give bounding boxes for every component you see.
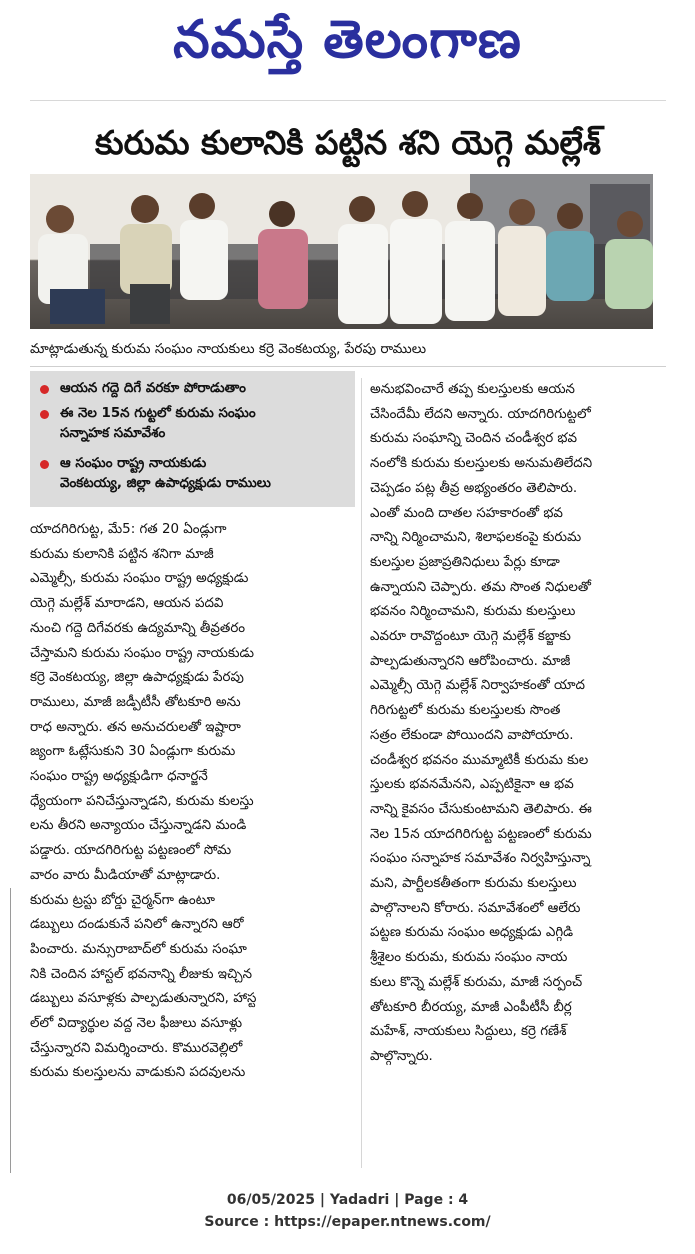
body-line: పాల్గొనాలని కోరారు. సమావేశంలో ఆలేరు — [370, 900, 581, 916]
article-body-right — [370, 378, 670, 1070]
body-line: పడ్డారు. యాదగిరిగుట్ట పట్టణంలో సోమ — [30, 843, 232, 859]
body-line: మని, పార్టీలకతీతంగా కురుమ కులస్తులు — [370, 876, 577, 892]
body-line: శ్రీశైలం కురుమ, కురుమ సంఘం నాయ — [370, 950, 568, 966]
highlight-line: ఆయన గద్దె దిగే వరకూ పోరాడుతాం — [60, 381, 246, 396]
highlight-line: సన్నాహక సమావేశం — [60, 426, 166, 441]
body-line: భవనం నిర్మించామని, కురుమ కులస్తులు — [370, 604, 576, 620]
highlight-line: ఈ నెల 15న గుట్టలో కురుమ సంఘం — [60, 406, 256, 421]
article-headline: కురుమ కులానికి పట్టిన శని యెగ్గె మల్లేశ్ — [94, 123, 602, 162]
photo-caption: మాట్లాడుతున్న కురుమ సంఘం నాయకులు కర్రె వెంకటయ్య, పేరపు రాములు — [30, 332, 666, 367]
body-line: స్తులకు భవనమేనని, ఎప్పటికైనా ఆ భవ — [370, 777, 574, 793]
highlight-line: వెంకటయ్య, జిల్లా ఉపాధ్యక్షుడు రాములు — [60, 476, 271, 491]
body-line: చేసిందేమీ లేదని అన్నారు. యాదగిరిగుట్టలో — [370, 406, 591, 422]
highlight-item — [40, 454, 271, 494]
photo-icon — [30, 174, 653, 329]
body-line: లను తీరని అన్యాయం చేస్తున్నాడని మండి — [30, 818, 247, 834]
body-line: ఎవరూ రావొద్దంటూ యెగ్గె మల్లేశ్ కబ్జాకు — [370, 629, 571, 645]
masthead-title: నమస్తే తెలంగాణ — [173, 10, 522, 70]
body-line: రాధ అన్నారు. తన అనుచరులతో ఇష్టారా — [30, 719, 241, 735]
column-divider — [361, 378, 362, 1168]
body-line: యెగ్గె మల్లేశ్ మారాడని, ఆయన పదవి — [30, 596, 224, 612]
footer-date-page: 06/05/2025 | Yadadri | Page : 4 — [226, 1192, 469, 1208]
body-line: వారం వారు మీడియాతో మాట్లాడారు. — [30, 867, 221, 883]
highlight-item — [40, 404, 256, 444]
body-line: సంఘం రాష్ట్ర అధ్యక్షుడిగా ధనార్జనే — [30, 769, 208, 785]
body-line: డబ్బులు దండుకునే పనిలో ఉన్నారని ఆరో — [30, 917, 244, 933]
body-line: మహేశ్, నాయకులు సిద్దులు, కర్రె గణేశ్ — [370, 1024, 567, 1040]
body-line: ల్‌లో విద్యార్థుల వద్ద నెల ఫీజులు వసూళ్లు — [30, 1016, 243, 1032]
bullet-icon — [40, 410, 49, 419]
footer-source: Source : https://epaper.ntnews.com/ — [204, 1214, 491, 1230]
body-line: ఎమ్మెల్సీ యెగ్గె మల్లేశ్ నిర్వాహకంతో యాద — [370, 678, 585, 694]
body-line: పాల్పడుతున్నారని ఆరోపించారు. మాజీ — [370, 653, 571, 669]
body-line: పాల్గొన్నారు. — [370, 1048, 433, 1064]
article-body-left — [30, 518, 355, 1086]
body-line: కురుమ కులానికి పట్టిన శనిగా మాజీ — [30, 546, 214, 562]
body-line: ఎమ్మెల్సీ, కురుమ సంఘం రాష్ట్ర అధ్యక్షుడు — [30, 571, 249, 587]
body-line: నికి చెందిన హాస్టల్ భవనాన్ని లీజుకు ఇచ్చిన — [30, 966, 252, 982]
body-line: కర్రె వెంకటయ్య, జిల్లా ఉపాధ్యక్షుడు పేరపు — [30, 670, 244, 686]
body-line: నాన్ని కైవసం చేసుకుంటామని తెలిపారు. ఈ — [370, 801, 592, 817]
body-line: గిరిగుట్టలో కురుమ కులస్తులకు సొంత — [370, 703, 561, 719]
body-line: కులు కొన్నె మల్లేశ్ కురుమ, మాజీ సర్పంచ్ — [370, 974, 583, 990]
body-line: చెప్పడం పట్ల తీవ్ర అభ్యంతరం తెలిపారు. — [370, 480, 578, 496]
body-line: పట్టణ కురుమ సంఘం అధ్యక్షుడు ఎగ్గిడి — [370, 925, 574, 941]
body-line: పించారు. మన్సురాబాద్‌లో కురుమ సంఘా — [30, 941, 247, 957]
body-line: కురుమ సంఘాన్ని చెందిన చండీశ్వర భవ — [370, 431, 577, 447]
body-line: యాదగిరిగుట్ట, మే5: గత 20 ఏండ్లుగా — [30, 522, 227, 537]
bullet-icon — [40, 385, 49, 394]
body-line: సంఘం సన్నాహక సమావేశం నిర్వహిస్తున్నా — [370, 851, 591, 867]
body-line: నుంచి గద్దె దిగేవరకు ఉద్యమాన్ని తీవ్రతరం — [30, 620, 246, 636]
body-line: ఎంతో మంది దాతల సహకారంతో భవ — [370, 505, 563, 521]
body-line: కులస్తుల ప్రజాప్రతినిధులు పేర్లు కూడా — [370, 554, 560, 570]
body-line: నెల 15న యాదగిరిగుట్ట పట్టణంలో కురుమ — [370, 826, 592, 842]
highlight-item — [40, 379, 246, 399]
body-line: సత్రం లేకుండా పోయిందని వాపోయారు. — [370, 727, 574, 743]
body-line: చండీశ్వర భవనం ముమ్మాటికీ కురుమ కుల — [370, 752, 589, 768]
bullet-icon — [40, 460, 49, 469]
body-line: రాములు, మాజీ జడ్పీటీసీ తోటకూరి అను — [30, 694, 241, 710]
body-line: నంలోకి కురుమ కులస్తులకు అనుమతిలేదని — [370, 456, 593, 472]
body-line: చేస్తామని కురుమ సంఘం రాష్ట్ర నాయకుడు — [30, 645, 255, 661]
body-line: చేస్తున్నారని విమర్శించారు. కొమురవెల్లిలో — [30, 1040, 243, 1056]
highlights-box — [30, 371, 355, 507]
article-photo — [30, 174, 653, 329]
body-line: జ్యంగా ఓట్లేసుకుని 30 ఏండ్లుగా కురుమ — [30, 744, 236, 760]
body-line: కురుమ ట్రస్టు బోర్డు చైర్మన్‌గా ఉంటూ — [30, 892, 215, 908]
body-line: నాన్ని నిర్మించామని, శిలాఫలకంపై కురుమ — [370, 530, 582, 546]
body-line: ఉన్నాయని చెప్పారు. తమ సొంత నిధులతో — [370, 579, 591, 595]
body-line: ధ్యేయంగా పనిచేస్తున్నాడని, కురుమ కులస్తు — [30, 793, 254, 809]
body-line: తోటకూరి బీరయ్య, మాజీ ఎంపీటీసీ బీర్ల — [370, 999, 572, 1015]
body-line: డబ్బులు వసూళ్లకు పాల్పడుతున్నారని, హాస్ట — [30, 991, 257, 1007]
highlight-line: ఆ సంఘం రాష్ట్ర నాయకుడు — [60, 456, 207, 471]
divider — [30, 100, 666, 101]
body-line: అనుభవించారే తప్ప కులస్తులకు ఆయన — [370, 382, 575, 397]
body-line: కురుమ కులస్తులను వాడుకుని పదవులను — [30, 1065, 246, 1081]
margin-line — [10, 888, 11, 1173]
